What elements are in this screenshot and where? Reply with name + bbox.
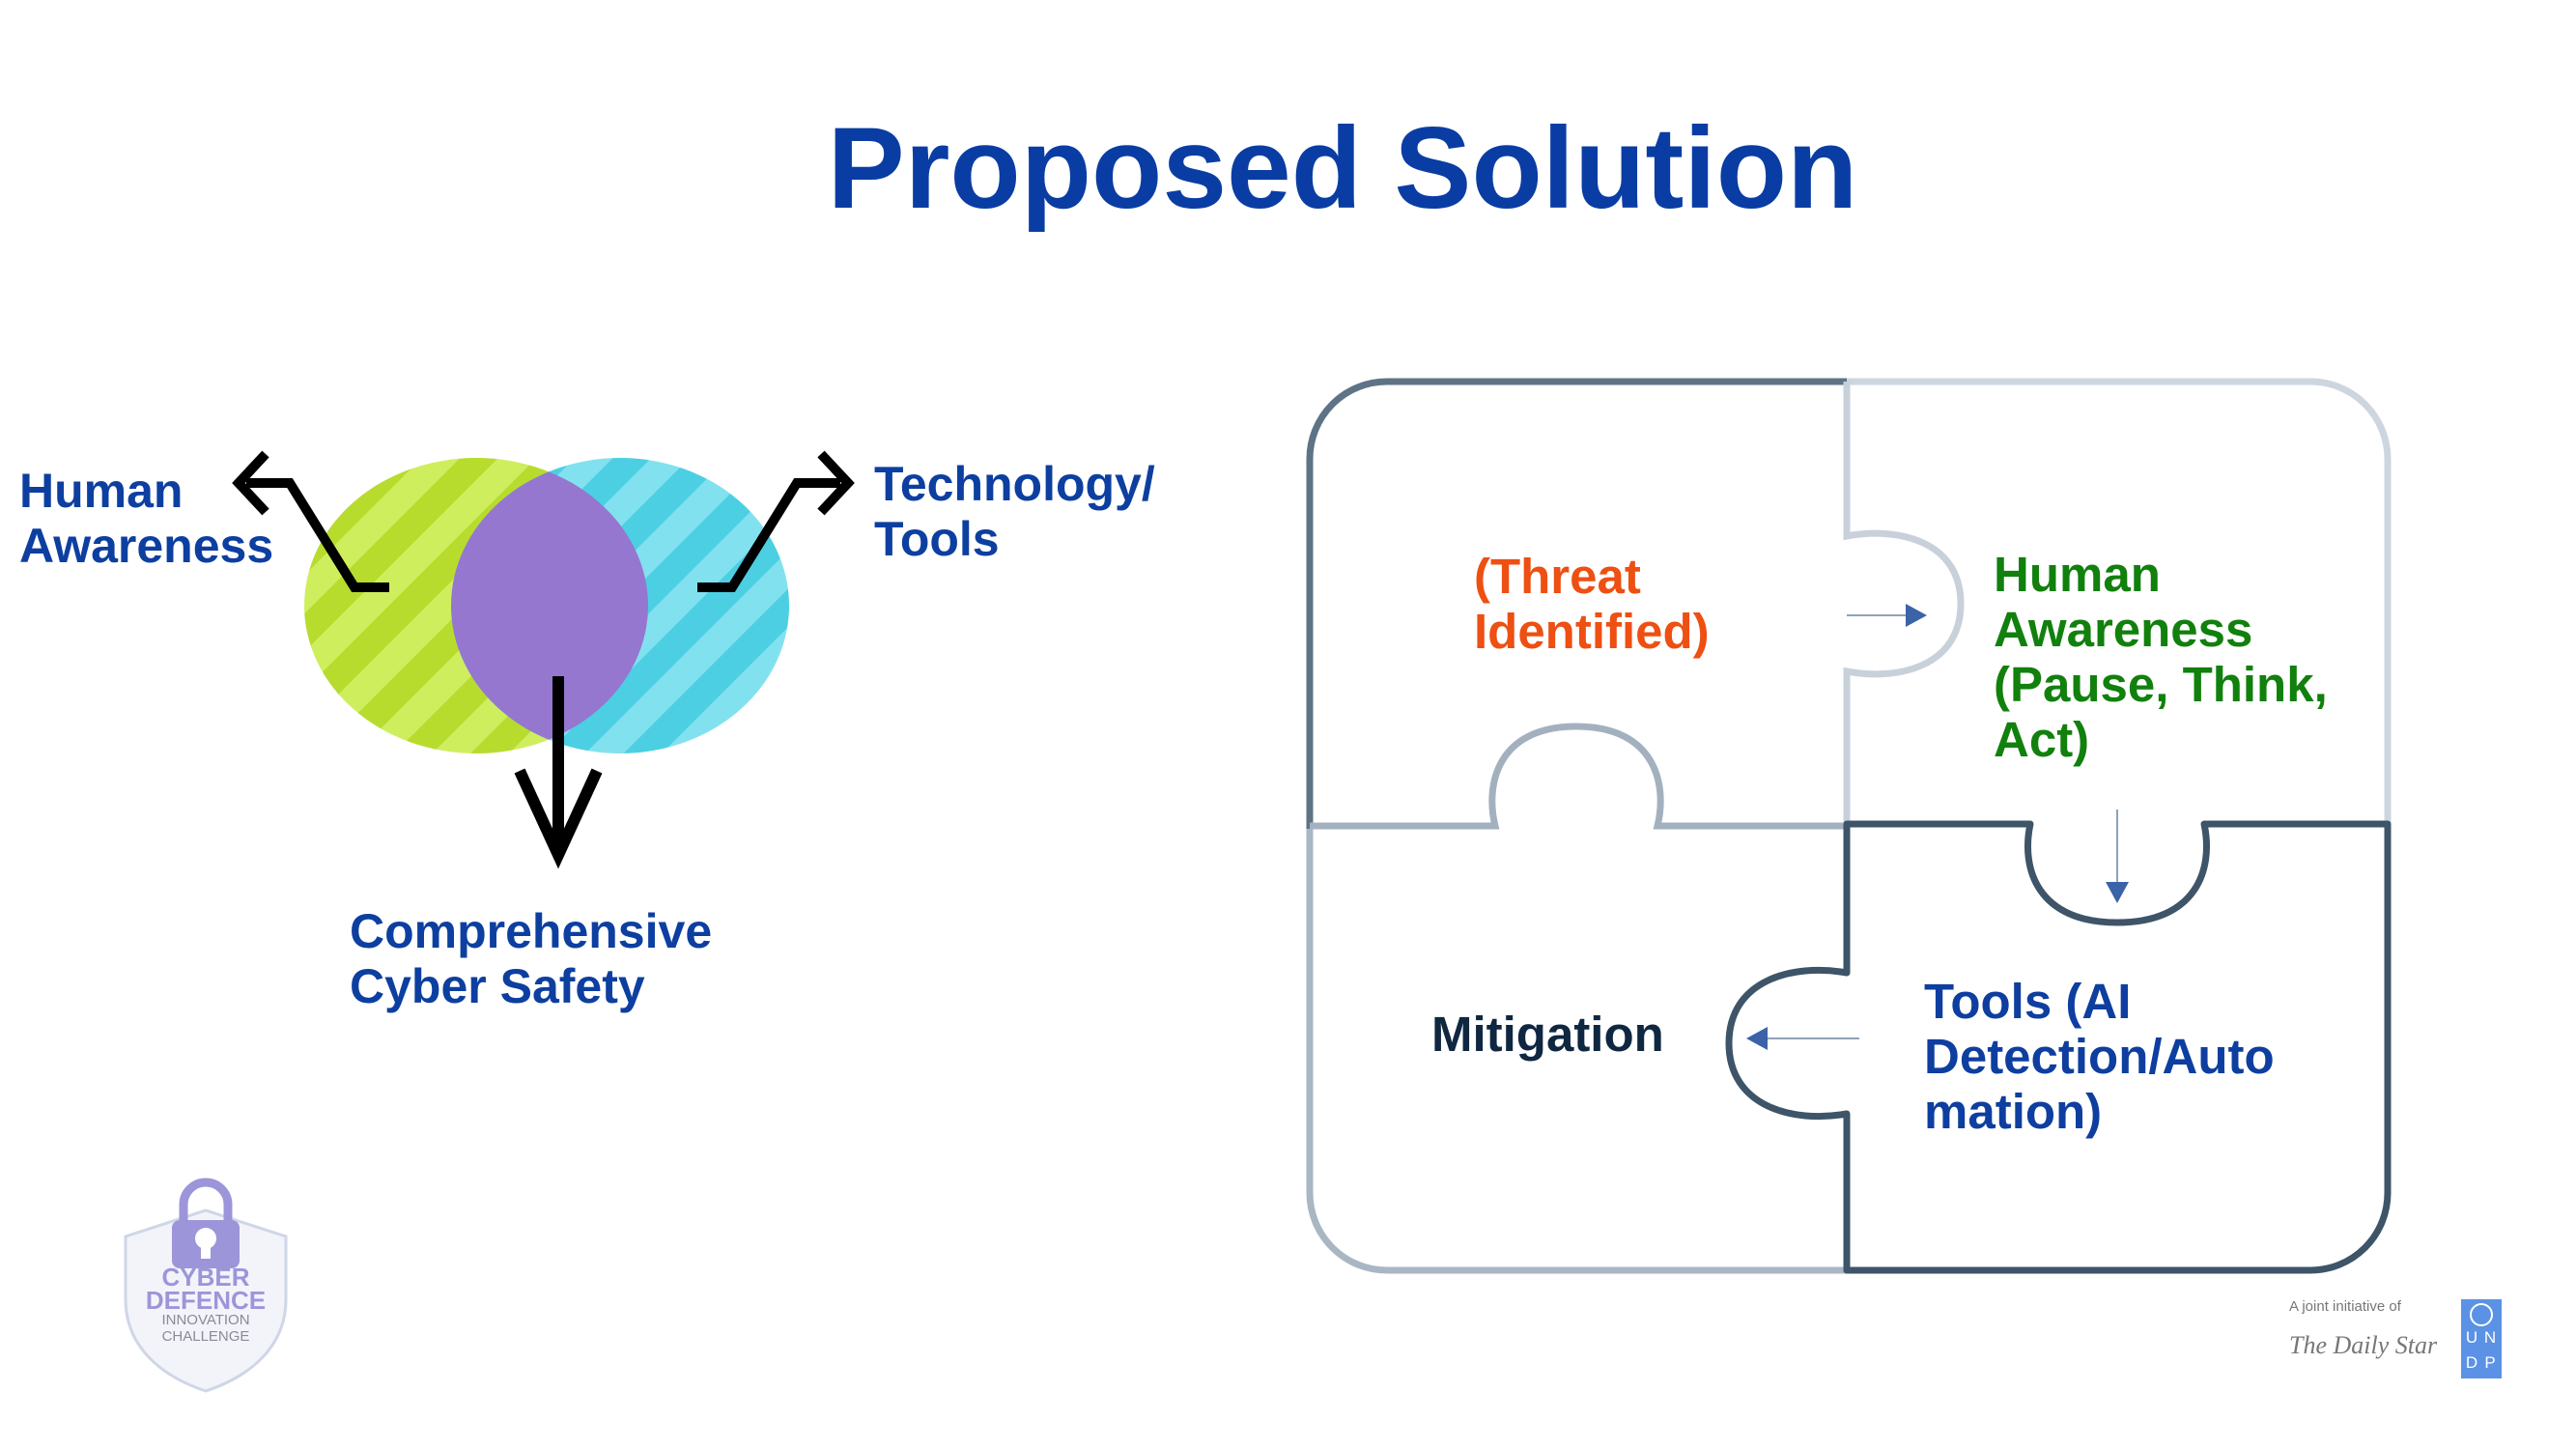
undp-logo: U N D P [2461, 1299, 2502, 1378]
connector-down-arrow-icon [2106, 882, 2129, 903]
label-human-awareness: Human Awareness [19, 464, 274, 573]
puzzle-text-mitigation: Mitigation [1431, 1007, 1664, 1062]
puzzle-text-threat: (Threat Identified) [1474, 549, 1710, 659]
label-comprehensive-cyber-safety: Comprehensive Cyber Safety [350, 904, 713, 1013]
puzzle-seam-top [1847, 382, 1961, 826]
puzzle-seam-left [1310, 726, 1847, 826]
connector-left-arrow-icon [1746, 1027, 1768, 1050]
puzzle-text-tools: Tools (AI Detection/Auto mation) [1924, 974, 2275, 1139]
connector-right-arrow-icon [1906, 604, 1927, 627]
undp-globe-icon [2470, 1303, 2493, 1326]
footer-initiative: A joint initiative of [2289, 1298, 2401, 1315]
page-title: Proposed Solution [827, 103, 1858, 233]
lock-icon [172, 1182, 240, 1268]
label-technology-tools: Technology/ Tools [874, 457, 1155, 566]
logo-text: CYBER DEFENCE INNOVATION CHALLENGE [145, 1263, 267, 1345]
puzzle-text-human-awareness: Human Awareness (Pause, Think, Act) [1994, 547, 2328, 767]
footer-daily-star-logo: The Daily Star [2289, 1331, 2438, 1359]
